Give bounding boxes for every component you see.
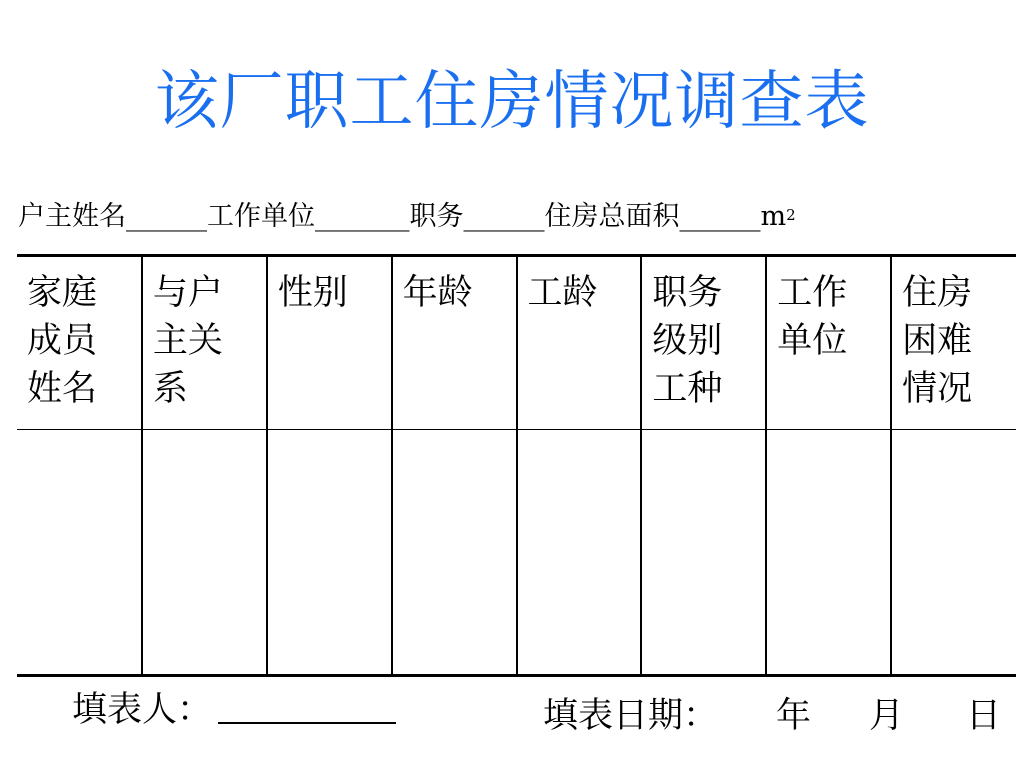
header-gender xyxy=(267,256,392,430)
form-filler-blank[interactable] xyxy=(218,700,396,724)
page-title: 该厂职工住房情况调查表 xyxy=(154,65,870,139)
header-line: 年龄 xyxy=(402,273,473,313)
table-cell[interactable] xyxy=(17,430,142,676)
header-line: 工种 xyxy=(652,369,723,409)
householder-label: 户主姓名 xyxy=(18,201,126,232)
month-label: 月 xyxy=(869,696,905,736)
header-line: 住房 xyxy=(902,273,973,313)
position-blank[interactable]: ______ xyxy=(463,201,545,232)
table-cell[interactable] xyxy=(641,430,766,676)
header-line: 家庭 xyxy=(27,273,98,313)
header-line: 级别 xyxy=(652,321,723,361)
work-unit-label: 工作单位 xyxy=(207,201,315,232)
form-filler-label: 填表人： xyxy=(72,690,213,730)
header-line: 情况 xyxy=(902,369,973,409)
position-label: 职务 xyxy=(409,201,464,232)
day-label: 日 xyxy=(966,696,1002,736)
area-unit-exponent: 2 xyxy=(786,206,796,224)
family-members-table xyxy=(17,254,1016,677)
table-cell[interactable] xyxy=(142,430,267,676)
total-area-blank[interactable]: ______ xyxy=(679,201,761,232)
header-family-member-name xyxy=(17,256,142,430)
header-work-unit xyxy=(766,256,891,430)
work-unit-blank[interactable]: _______ xyxy=(315,201,410,232)
header-line: 工作 xyxy=(777,273,848,313)
fill-date-label: 填表日期： xyxy=(543,696,719,736)
table-row xyxy=(17,430,1016,676)
header-age xyxy=(392,256,517,430)
header-line: 姓名 xyxy=(27,369,98,409)
household-info-line xyxy=(18,197,796,237)
table-cell[interactable] xyxy=(891,430,1016,676)
header-years-of-service xyxy=(517,256,642,430)
table-cell[interactable] xyxy=(517,430,642,676)
header-line: 困难 xyxy=(902,321,973,361)
area-unit: m xyxy=(760,201,787,232)
header-line: 职务 xyxy=(652,273,723,313)
year-label: 年 xyxy=(776,696,812,736)
header-line: 性别 xyxy=(277,273,348,313)
header-line: 主关 xyxy=(152,321,223,361)
header-line: 系 xyxy=(152,369,188,409)
header-line: 单位 xyxy=(777,321,848,361)
header-position-level-type xyxy=(641,256,766,430)
header-housing-difficulty xyxy=(891,256,1016,430)
table-cell[interactable] xyxy=(392,430,517,676)
householder-blank[interactable]: ______ xyxy=(126,201,207,232)
header-line: 与户 xyxy=(152,273,223,313)
fill-date xyxy=(543,692,1001,740)
table-cell[interactable] xyxy=(267,430,392,676)
header-line: 工龄 xyxy=(527,273,598,313)
table-cell[interactable] xyxy=(766,430,891,676)
total-area-label: 住房总面积 xyxy=(544,201,680,232)
header-line: 成员 xyxy=(27,321,98,361)
form-filler xyxy=(72,686,396,734)
header-relation-to-householder xyxy=(142,256,267,430)
table-header-row xyxy=(17,256,1016,430)
